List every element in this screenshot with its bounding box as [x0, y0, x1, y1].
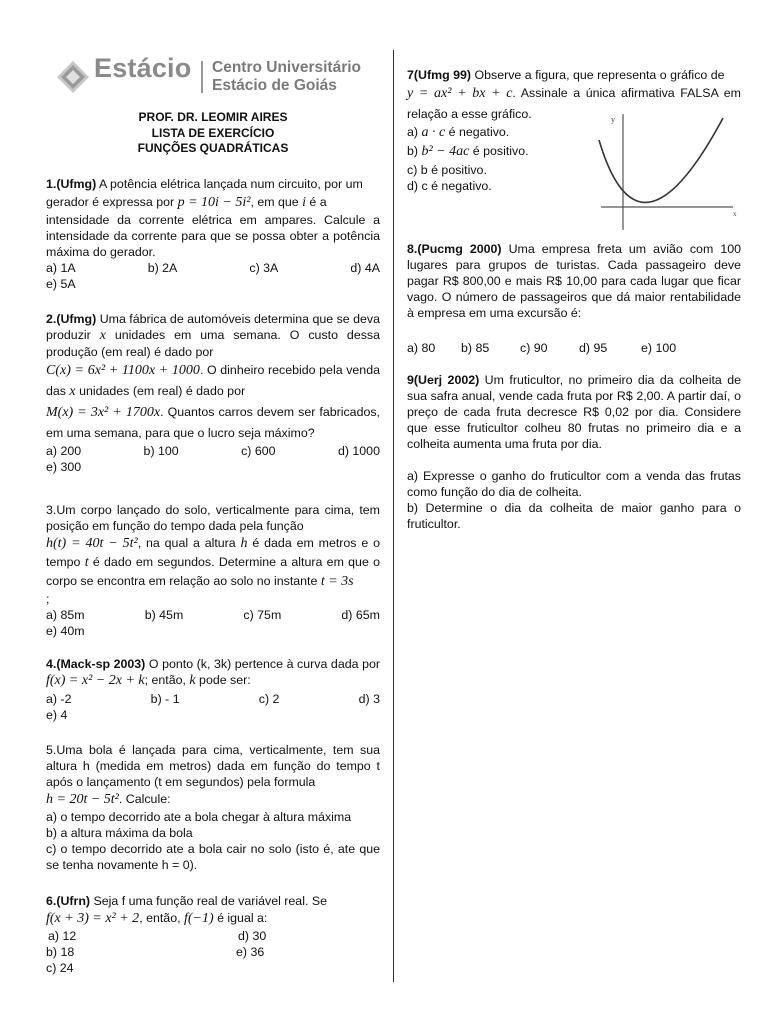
- logo-line1: Centro Universitário: [212, 59, 362, 76]
- q5-item-b: b) a altura máxima da bola: [46, 826, 193, 840]
- q3-option-b: b) 45m: [144, 608, 184, 622]
- question-2: [46, 311, 380, 475]
- q3-option-e: e) 40m: [46, 624, 85, 638]
- q2-text-1: Uma fábrica de automóveis determina que se deva produzir: [46, 312, 381, 342]
- q5-formula: h = 20t − 5t²: [46, 792, 119, 807]
- q7-parabola-graph: [593, 110, 743, 235]
- header-list: LISTA DE EXERCÍCIO: [151, 125, 275, 140]
- q1-text-rest: intensidade da corrente elétrica em ampares. Calcule a intensidade da corrente para que se possa obter a potência máxima do gerador.: [46, 213, 380, 259]
- q7-option-b-text: é positivo.: [469, 144, 529, 158]
- q4-option-e: e) 4: [46, 708, 68, 722]
- q8-option-b: b) 85: [461, 341, 490, 355]
- q4-option-b: b) - 1: [150, 692, 180, 706]
- q3-option-d: d) 65m: [341, 608, 380, 622]
- q2-var-x2: x: [69, 384, 76, 399]
- q3-var-t: t: [84, 555, 89, 570]
- q1-formula: p = 10i − 5i²: [177, 195, 251, 210]
- q1-text-line1: A potência elétrica lançada num circuito, por um: [96, 177, 363, 191]
- q2-option-c: c) 600: [241, 444, 276, 458]
- header-topic: FUNÇÕES QUADRÁTICAS: [137, 141, 289, 155]
- q4-text-1: O ponto (k, 3k) pertence à curva dada por: [145, 657, 380, 671]
- q2-source: 2.(Ufmg): [46, 312, 97, 326]
- q1-option-e: e) 5A: [46, 277, 76, 291]
- header-professor: PROF. DR. LEOMIR AIRES: [138, 110, 288, 124]
- q8-source: 8.(Pucmg 2000): [407, 242, 502, 256]
- q6-text-2: , então,: [139, 911, 184, 925]
- q6-option-b: b) 18: [46, 945, 75, 959]
- q2-option-a: a) 200: [46, 444, 82, 458]
- q7-option-c: c) b é positivo.: [407, 163, 487, 177]
- q5-text-2: . Calcule:: [118, 792, 171, 806]
- q7-parabola-curve: [599, 118, 723, 202]
- q6-option-a: a) 12: [48, 929, 77, 943]
- q2-cost-formula: C(x) = 6x² + 1100x + 1000: [46, 363, 200, 378]
- q7-option-a-math: a · c: [421, 125, 446, 140]
- logo-brand: Estácio: [94, 53, 192, 83]
- q9-item-b: b) Determine o dia da colheita de maior ganho para o fruticultor.: [407, 501, 741, 531]
- q9-item-a: a) Expresse o ganho do fruticultor com a venda das frutas como função do dia de colheita.: [407, 469, 741, 499]
- q6-option-d: d) 30: [238, 929, 267, 943]
- q7-axis-y-label: y: [611, 115, 615, 124]
- q4-option-c: c) 2: [258, 692, 280, 706]
- q5-item-a: a) o tempo decorrido ate a bola chegar à altura máxima: [46, 810, 352, 824]
- q2-text-2: unidades em uma semana. O custo dessa produção (em real) é dado por: [46, 328, 380, 359]
- q6-option-c: c) 24: [46, 961, 74, 975]
- q9-source: 9(Uerj 2002): [407, 373, 480, 387]
- page-header: [46, 110, 380, 157]
- q1-text-mid: , em que: [250, 195, 303, 209]
- q6-f-minus-1: f(−1): [183, 911, 214, 926]
- q1-option-b: b) 2A: [147, 261, 178, 275]
- q3-options: [46, 607, 380, 623]
- q3-option-a: a) 85m: [46, 608, 85, 622]
- q3-text-2: , na qual a altura: [137, 536, 241, 550]
- question-5: [46, 742, 380, 873]
- q1-source: 1.(Ufmg): [46, 177, 97, 191]
- q3-text-4: é dado em segundos. Determine a altura em que o corpo se encontra em relação ao solo no instante: [46, 555, 380, 588]
- q4-option-d: d) 3: [358, 692, 380, 706]
- q7-option-d: d) c é negativo.: [407, 179, 492, 193]
- q9-text: Um fruticultor, no primeiro dia da colheita de sua safra anual, vende cada fruta por R$ 2,00. A partir daí, o preço de cada fruta decresce R$ 0,02 por dia. Considere que esse fruticultor colheu 80 frutas no primeiro dia e a colheita aumenta uma fruta por dia.: [407, 373, 741, 451]
- q4-formula: f(x) = x² − 2x + k: [46, 673, 145, 688]
- question-6: [46, 893, 380, 976]
- q1-text-line2: gerador é expressa por: [46, 195, 178, 209]
- q6-text-1: Seja f uma função real de variável real. Se: [90, 894, 327, 908]
- q1-var-i: i: [302, 195, 306, 210]
- q8-options: [407, 340, 741, 356]
- q6-option-e: e) 36: [236, 945, 265, 959]
- q1-option-c: c) 3A: [249, 261, 279, 275]
- q4-text-2: ; então,: [144, 673, 190, 687]
- estacio-emblem-icon: [56, 60, 90, 94]
- q2-options: [46, 443, 380, 459]
- q6-formula: f(x + 3) = x² + 2: [46, 911, 140, 926]
- q8-option-a: a) 80: [407, 341, 436, 355]
- q3-formula: h(t) = 40t − 5t²: [46, 536, 138, 551]
- q2-text-5: . Quantos carros devem ser fabricados, em uma semana, para que o lucro seja máximo?: [46, 405, 380, 440]
- q1-option-a: a) 1A: [46, 261, 76, 275]
- q4-text-3: pode ser:: [195, 673, 251, 687]
- q7-source: 7(Ufmg 99): [407, 68, 472, 82]
- q8-option-e: e) 100: [641, 341, 677, 355]
- q2-text-4: unidades (em real) é dado por: [75, 384, 246, 398]
- q2-option-e: e) 300: [46, 460, 82, 474]
- estacio-logo: [56, 53, 386, 98]
- question-9: [407, 372, 741, 532]
- q5-item-c: c) o tempo decorrido ate a bola cair no solo (isto é, ate que se tenha novamente h = 0).: [46, 842, 380, 872]
- q1-text-end: é a: [305, 195, 327, 209]
- q7-text-1: Observe a figura, que representa o gráfico de: [471, 68, 725, 82]
- q8-option-c: c) 90: [520, 341, 548, 355]
- question-3: [46, 502, 380, 639]
- q3-text-1: 3.Um corpo lançado do solo, verticalmente para cima, tem posição em função do tempo dada pela função: [46, 503, 380, 533]
- q2-option-b: b) 100: [143, 444, 179, 458]
- q3-semicolon: ;: [46, 592, 50, 606]
- q2-option-d: d) 1000: [337, 444, 380, 458]
- q2-var-x: x: [99, 328, 106, 343]
- question-8: [407, 241, 741, 356]
- q1-options: [46, 260, 380, 276]
- q4-source: 4.(Mack-sp 2003): [46, 657, 146, 671]
- q6-source: 6.(Ufrn): [46, 894, 91, 908]
- question-4: [46, 656, 380, 723]
- q4-options: [46, 691, 380, 707]
- q3-text-3: é dada em metros e o tempo: [46, 536, 380, 569]
- q7-option-b-math: b² − 4ac: [421, 144, 470, 159]
- q7-option-b-label: b): [407, 144, 422, 158]
- q8-text: Uma empresa freta um avião com 100 lugares para grupos de turistas. Cada passageiro deve pagar R$ 800,00 e mais R$ 10,00 para cada lugar que ficar vago. O número de passageiros que dá maior rentabilidade à empresa em uma excursão é:: [407, 242, 741, 320]
- column-divider: [393, 50, 394, 982]
- q7-axis-x-label: x: [733, 210, 737, 218]
- q1-option-d: d) 4A: [350, 261, 380, 275]
- q3-instant: t = 3s: [320, 574, 354, 589]
- q3-var-h: h: [240, 536, 248, 551]
- q2-revenue-formula: M(x) = 3x² + 1700x: [46, 405, 161, 420]
- q7-formula: y = ax² + bx + c: [407, 86, 513, 101]
- q7-option-a-label: a): [407, 125, 422, 139]
- q5-text-1: 5.Uma bola é lançada para cima, verticalmente, tem sua altura h (medida em metros) dada em função do tempo t após o lançamento (t em segundos) pela formula: [46, 743, 380, 789]
- q7-option-a-text: é negativo.: [445, 125, 510, 139]
- question-1: [46, 176, 380, 292]
- q2-text-3: . O dinheiro recebido pela venda das: [46, 363, 380, 398]
- logo-line2: Estácio de Goiás: [212, 77, 337, 94]
- q4-option-a: a) -2: [46, 692, 72, 706]
- q3-option-c: c) 75m: [243, 608, 282, 622]
- logo-divider: [201, 61, 203, 93]
- q4-var-k: k: [189, 673, 196, 688]
- q8-option-d: d) 95: [579, 341, 608, 355]
- q7-text-2: . Assinale a única afirmativa FALSA em relação a esse gráfico.: [407, 86, 741, 121]
- q6-text-3: é igual a:: [213, 911, 268, 925]
